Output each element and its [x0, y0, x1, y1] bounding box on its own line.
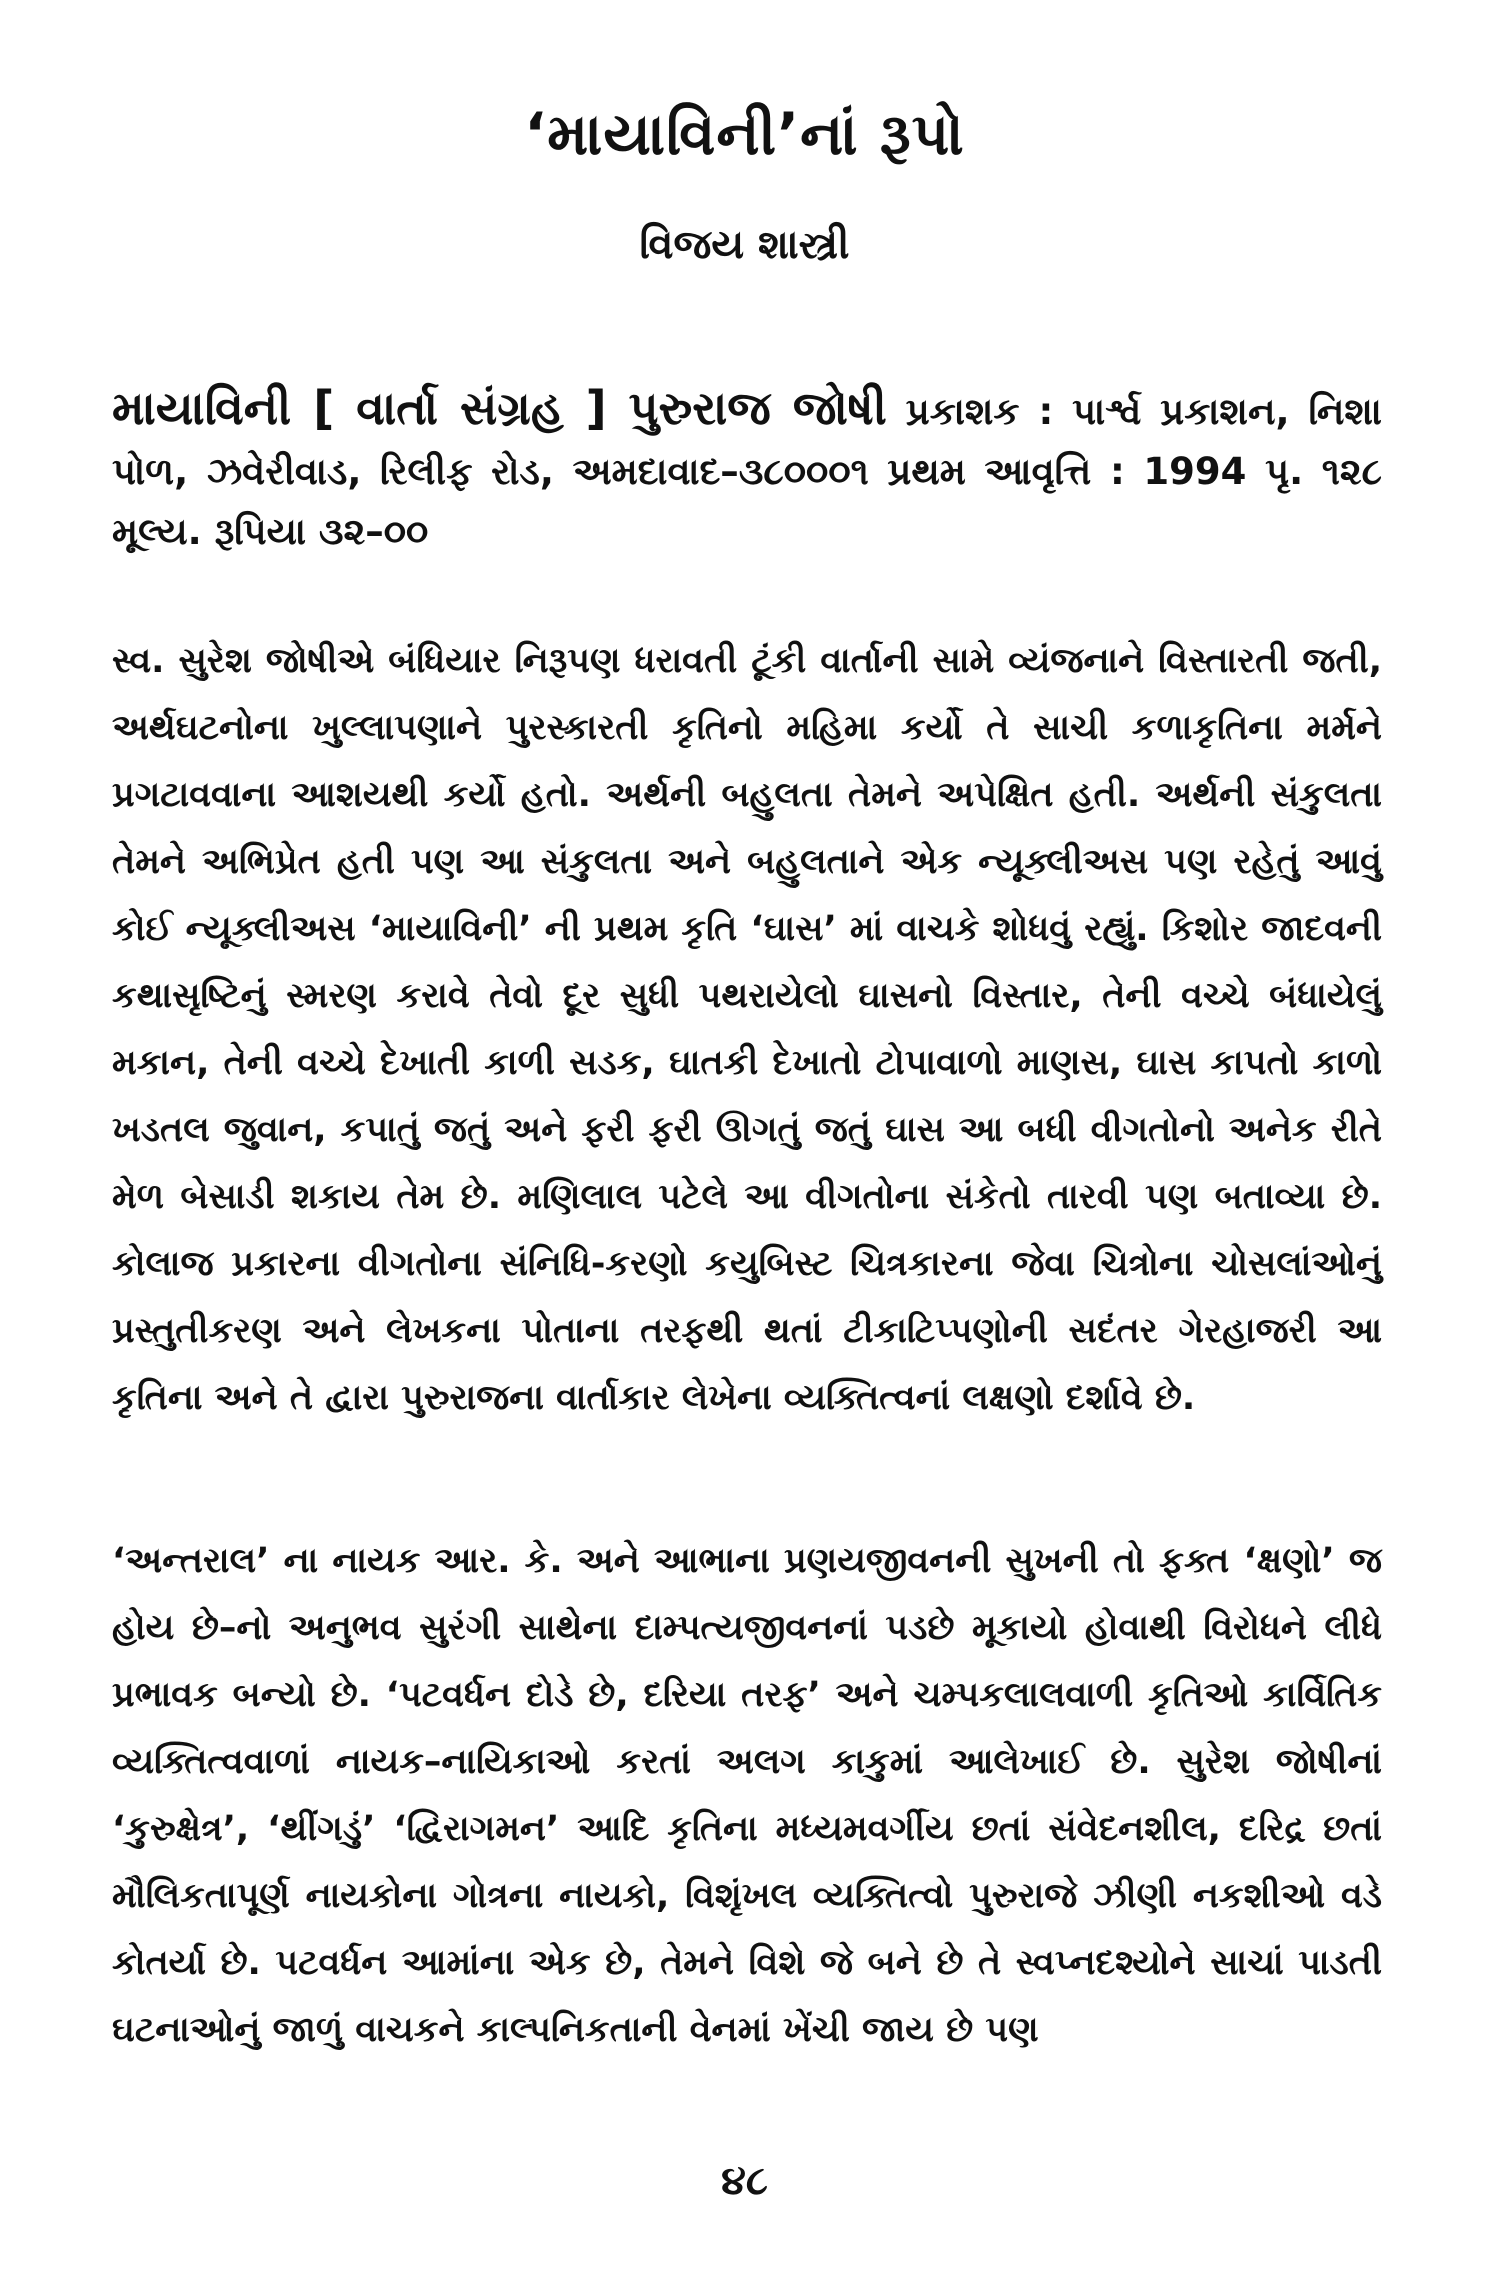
book-bibliography: [112, 378, 1382, 562]
body-paragraph-2: ‘અન્તરાલ’ ના નાયક આર. કે. અને આભાના પ્રણયજીવનની સુખની તો ફક્ત ‘ક્ષણો’ જ હોય છે–નો અનુભવ સુરંગી સાથેના દામ્પત્યજીવનનાં પડછે મૂકાયો હોવાથી વિરોધને લીધે પ્રભાવક બન્યો છે. ‘પટવર્ધન દોડે છે, દરિયા તરફ’ અને ચમ્પકલાલવાળી કૃતિઓ કાર્વિતિક વ્યક્તિત્વવાળાં નાયક–નાયિકાઓ કરતાં અલગ કાકુમાં આલેખાઈ છે. સુરેશ જોષીનાં ‘કુરુક્ષેત્ર’, ‘થીંગડું’ ‘દ્વિરાગમન’ આદિ કૃતિના મધ્યમવર્ગીય છતાં સંવેદનશીલ, દરિદ્ર છતાં મૌલિકતાપૂર્ણ નાયકોના ગોત્રના નાયકો, વિશૃંખલ વ્યક્તિત્વો પુરુરાજે ઝીણી નકશીઓ વડે કોતર્યા છે. પટવર્ધન આમાંના એક છે, તેમને વિશે જે બને છે તે સ્વપ્નદશ્યોને સાચાં પાડતી ઘટનાઓનું જાળું વાચકને કાલ્પનિકતાની વેનમાં ખેંચી જાય છે પણ: [112, 1541, 1382, 2050]
article-title: ‘માયાવિની’નાં રૂપો: [524, 100, 965, 168]
body-paragraph-1: સ્વ. સુરેશ જોષીએ બંધિયાર નિરૂપણ ધરાવતી ટૂંકી વાર્તાની સામે વ્યંજનાને વિસ્તારતી જતી, અર્થઘટનોના ખુલ્લાપણાને પુરસ્કારતી કૃતિનો મહિમા કર્યો તે સાચી કળાકૃતિના મર્મને પ્રગટાવવાના આશયથી કર્યો હતો. અર્થની બહુલતા તેમને અપેક્ષિત હતી. અર્થની સંકુલતા તેમને અભિપ્રેત હતી પણ આ સંકુલતા અને બહુલતાને એક ન્યૂક્લીઅસ પણ રહેતું આવું કોઈ ન્યૂક્લીઅસ ‘માયાવિની’ ની પ્રથમ કૃતિ ‘ઘાસ’ માં વાચકે શોધવું રહ્યું. કિશોર જાદવની કથાસૃષ્ટિનું સ્મરણ કરાવે તેવો દૂર સુધી પથરાયેલો ઘાસનો વિસ્તાર, તેની વચ્ચે બંધાયેલું મકાન, તેની વચ્ચે દેખાતી કાળી સડક, ઘાતકી દેખાતો ટોપાવાળો માણસ, ઘાસ કાપતો કાળો ખડતલ જુવાન, કપાતું જતું અને ફરી ફરી ઊગતું જતું ઘાસ આ બધી વીગતોનો અનેક રીતે મેળ બેસાડી શકાય તેમ છે. મણિલાલ પટેલે આ વીગતોના સંકેતો તારવી પણ બતાવ્યા છે. કોલાજ પ્રકારના વીગતોના સંનિધિ-કરણો કયુબિસ્ટ ચિત્રકારના જેવા ચિત્રોના ચોસલાંઓનું પ્રસ્તુતીકરણ અને લેખકના પોતાના તરફથી થતાં ટીકાટિપ્પણોની સદંતર ગેરહાજરી આ કૃતિના અને તે દ્વારા પુરુરાજના વાર્તાકાર લેખેના વ્યક્તિત્વનાં લક્ષણો દર્શાવે છે.: [112, 641, 1382, 1418]
book-title: માયાવિની [ વાર્તા સંગ્રહ ] પુરુરાજ જોષી: [112, 381, 887, 435]
book-publication-details: પ્રકાશક : પાર્શ્વ પ્રકાશન, નિશા પોળ, ઝવેરીવાડ, રિલીફ રોડ, અમદાવાદ–૩૮૦૦૦૧ પ્રથમ આવૃત્તિ : 1994 પૃ. ૧૨૮ મૂલ્ય. રૂપિયા ૩૨–૦૦: [112, 390, 1382, 553]
page-number: ૪૮: [721, 2158, 768, 2204]
article-author: વિજય શાસ્ત્રી: [639, 222, 850, 268]
